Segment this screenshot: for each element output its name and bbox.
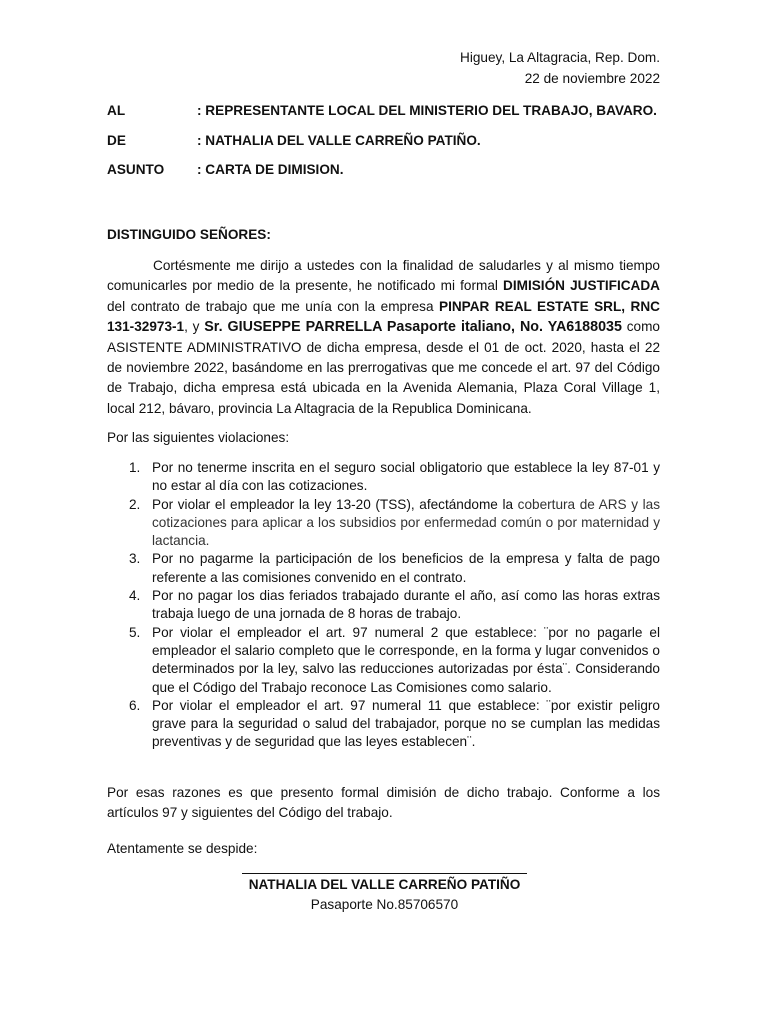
list-item-text: Por no tenerme inscrita en el seguro social obligatorio que establece la ley 87-01 y no estar al día con las cotizaciones. [152,460,660,494]
body-text-e: , y [184,319,205,335]
list-item-number: 2. [129,496,141,512]
body-text-g: como ASISTENTE ADMINISTRATIVO de dicha empresa, desde el 01 de oct. 2020, hasta el 22 de noviembre 2022, basándome en las prerrogativas que me concede el art. 97 del Código de Trabajo, dicha empresa está ubicada en la Avenida Alemania, Plaza Coral Village 1, local 212, bávaro, provincia La Altagracia de la Republica Dominicana. [107,319,660,416]
body-text-resignation: DIMISIÓN JUSTIFICADA [503,278,660,294]
greeting: DISTINGUIDO SEÑORES: [107,227,271,242]
closing-paragraph: Por esas razones es que presento formal dimisión de dicho trabajo. Conforme a los artículos 97 y siguientes del Código del trabajo. [107,785,660,821]
list-item-text: Por violar el empleador el art. 97 numeral 11 que establece: ¨por existir peligro grave para la seguridad o salud del trabajador, porque no se cumplan las medidas preventivas y de seguridad que las leyes establecen¨. [152,697,660,750]
to-label: AL [107,103,126,118]
subject-value: : CARTA DE DIMISION. [197,162,344,177]
violations-title: Por las siguientes violaciones: [107,430,290,445]
signature-passport: Pasaporte No.85706570 [310,897,459,912]
from-value: : NATHALIA DEL VALLE CARREÑO PATIÑO. [197,132,481,148]
list-item [107,496,660,551]
list-item [107,697,660,752]
list-item-text: Por no pagar los dias feriados trabajado durante el año, así como las horas extras trabaja luego de una jornada de 8 horas de trabajo. [152,588,660,622]
to-value: : REPRESENTANTE LOCAL DEL MINISTERIO DEL TRABAJO, BAVARO. [197,103,657,118]
list-item-number: 1. [129,460,141,475]
from-label: DE [107,132,126,148]
signature-name: NATHALIA DEL VALLE CARREÑO PATIÑO [248,877,521,892]
list-item-number: 4. [129,588,141,604]
list-item-number: 5. [129,624,141,640]
body-text-company: PINPAR REAL ESTATE SRL, RNC 131-32973-1 [107,298,660,335]
list-item-number: 3. [129,551,141,567]
list-item-number: 6. [129,697,141,713]
list-item-text: Por no pagarme la participación de los beneficios de la empresa y falta de pago referente a las comisiones convenido en el contrato. [152,551,660,585]
farewell: Atentamente se despide: [107,841,258,856]
subject-label: ASUNTO [107,162,165,177]
body-text-a: Cortésmente me dirijo a ustedes con la finalidad de saludarles y al mismo tiempo comunicarles por medio de la presente, he notificado mi formal [107,258,660,294]
letter-header-right [460,47,660,89]
body-paragraph [107,256,660,419]
date-line: 22 de noviembre 2022 [524,71,660,86]
body-text-employer: Sr. GIUSEPPE PARRELLA Pasaporte italiano, No. YA6188035 [204,319,622,336]
list-item-text-cont: cobertura de ARS y las cotizaciones para aplicar a los subsidios por enfermedad común o por maternidad y lactancia. [152,496,661,549]
list-item-text: Por violar el empleador el art. 97 numeral 2 que establece: ¨por no pagarle el empleador el salario completo que le corresponde, en la forma y lugar convenidos o determinados por la ley, salvo las reducciones autorizadas por ésta¨. Considerando que el Código del Trabajo reconoce Las Comisiones como salario. [152,624,660,695]
list-item [107,587,660,624]
signature-line [242,873,527,874]
list-item [107,459,660,496]
body-text-c: del contrato de trabajo que me unía con la empresa [107,298,439,314]
list-item [107,624,660,697]
list-item [107,550,660,587]
violations-list [107,459,660,752]
list-item-text: Por violar el empleador la ley 13-20 (TSS), afectándome la [152,496,518,512]
place-line: Higuey, La Altagracia, Rep. Dom. [460,50,660,65]
